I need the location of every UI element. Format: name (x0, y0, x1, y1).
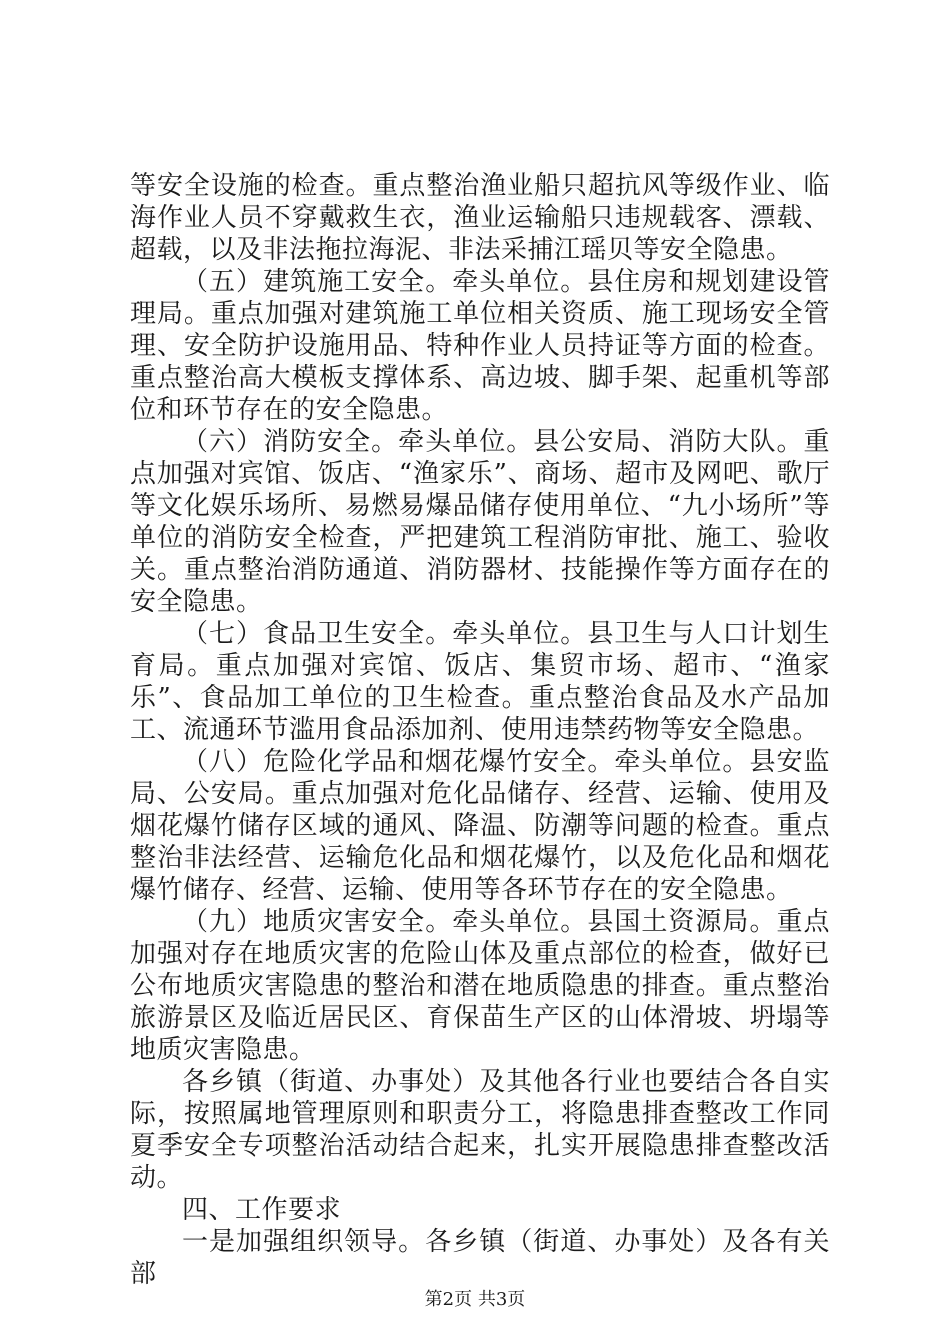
paragraph-fire-safety: （六）消防安全。牵头单位。县公安局、消防大队。重点加强对宾馆、饭店、“渔家乐”、商场、超市及网吧、歌厅等文化娱乐场所、易燃易爆品储存使用单位、“九小场所”等单位的消防安全检查，严把建筑工程消防审批、施工、验收关。重点整治消防通道、消防器材、技能操作等方面存在的安全隐患。 (130, 427, 830, 617)
paragraph-townships: 各乡镇（街道、办事处）及其他各行业也要结合各自实际，按照属地管理原则和职责分工，将隐患排查整改工作同夏季安全专项整治活动结合起来，扎实开展隐患排查整改活动。 (130, 1067, 830, 1193)
paragraph-hazardous-chemicals: （八）危险化学品和烟花爆竹安全。牵头单位。县安监局、公安局。重点加强对危化品储存、经营、运输、使用及烟花爆竹储存区域的通风、降温、防潮等问题的检查。重点整治非法经营、运输危化品和烟花爆竹，以及危化品和烟花爆竹储存、经营、运输、使用等各环节存在的安全隐患。 (130, 747, 830, 905)
section-heading-work-requirements: 四、工作要求 (182, 1195, 342, 1225)
paragraph-food-safety: （七）食品卫生安全。牵头单位。县卫生与人口计划生育局。重点加强对宾馆、饭店、集贸市场、超市、“渔家乐”、食品加工单位的卫生检查。重点整治食品及水产品加工、流通环节滥用食品添加剂、使用违禁药物等安全隐患。 (130, 619, 830, 745)
document-body (130, 170, 830, 1290)
paragraph-geological-hazards: （九）地质灾害安全。牵头单位。县国土资源局。重点加强对存在地质灾害的危险山体及重点部位的检查，做好已公布地质灾害隐患的整治和潜在地质隐患的排查。重点整治旅游景区及临近居民区、育保苗生产区的山体滑坡、坍塌等地质灾害隐患。 (130, 907, 830, 1065)
paragraph-construction-safety: （五）建筑施工安全。牵头单位。县住房和规划建设管理局。重点加强对建筑施工单位相关资质、施工现场安全管理、安全防护设施用品、特种作业人员持证等方面的检查。重点整治高大模板支撑体系、高边坡、脚手架、起重机等部位和环节存在的安全隐患。 (130, 267, 830, 425)
page-number-footer: 第2页 共3页 (424, 1289, 526, 1310)
paragraph-continuation: 等安全设施的检查。重点整治渔业船只超抗风等级作业、临海作业人员不穿戴救生衣，渔业运输船只违规载客、漂载、超载，以及非法拖拉海泥、非法采捕江瑶贝等安全隐患。 (130, 171, 830, 265)
paragraph-organization: 一是加强组织领导。各乡镇（街道、办事处）及各有关部 (130, 1227, 830, 1289)
